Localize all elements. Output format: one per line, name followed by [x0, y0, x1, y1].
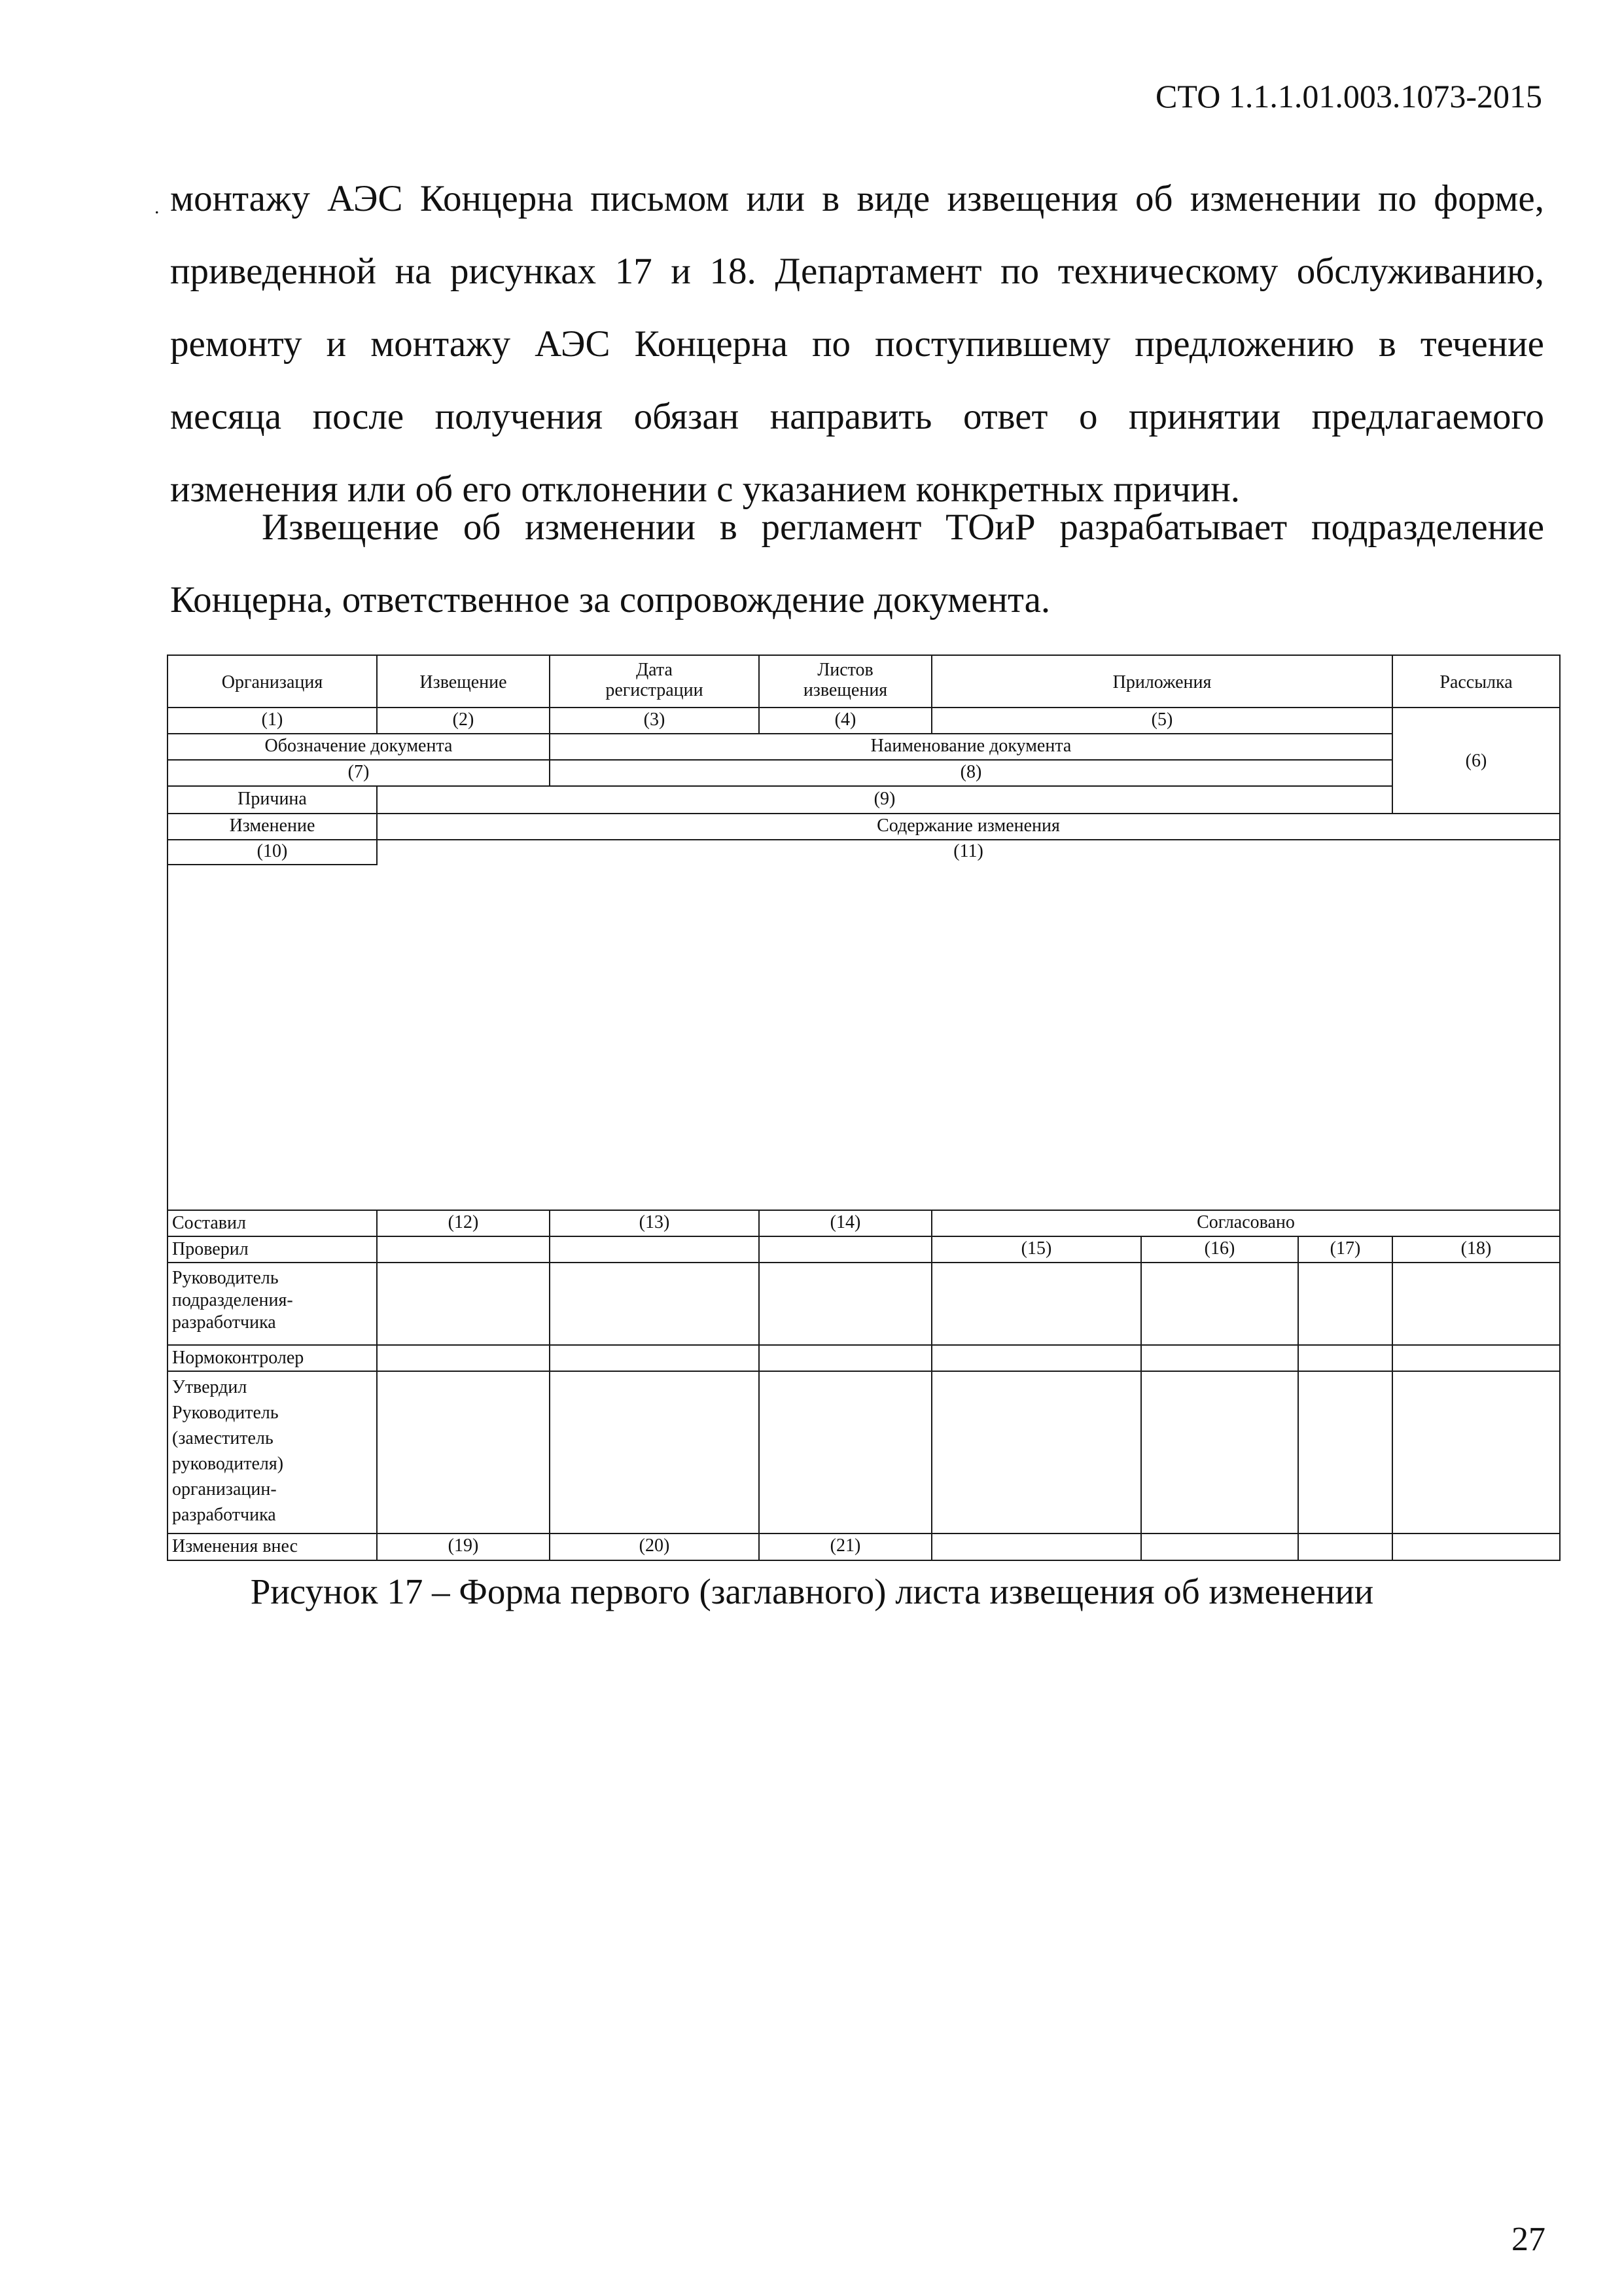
approved-label: Утвердил Руководитель (заместитель руководителя) организацин- разработчика: [172, 1377, 284, 1525]
field-number: (12): [448, 1212, 479, 1232]
cell-blank: [1392, 1262, 1561, 1346]
cell-blank: [1140, 1344, 1299, 1372]
doc-name-label: Наименование документа: [870, 736, 1072, 756]
field-number: (11): [953, 841, 983, 861]
page-number: 27: [1511, 2221, 1545, 2258]
paragraph-line: Извещение об изменении в регламент ТОиР разрабатывает подразделение: [262, 507, 1544, 548]
distribution-label: Рассылка: [1439, 672, 1513, 692]
cell-blank: [549, 1371, 760, 1534]
doc-designation-label: Обозначение документа: [264, 736, 453, 756]
field-number: (2): [452, 709, 474, 730]
cell-blank: [376, 1236, 550, 1263]
change-content-area: [167, 839, 1561, 1211]
paragraph-line: монтажу АЭС Концерна письмом или в виде извещения об изменении по форме,: [170, 178, 1544, 219]
cell-blank: [931, 1262, 1142, 1346]
cell-blank: [1297, 1533, 1393, 1561]
change-label: Изменение: [229, 816, 315, 836]
cell-blank: [758, 1262, 932, 1346]
field-number: (19): [448, 1535, 479, 1556]
compiled-label: Составил: [172, 1213, 246, 1233]
cell-blank: [1140, 1533, 1299, 1561]
paragraph-line: ремонту и монтажу АЭС Концерна по поступившему предложению в течение: [170, 323, 1544, 365]
changes-made-label: Изменения внес: [172, 1536, 298, 1556]
figure-caption: Рисунок 17 – Форма первого (заглавного) листа извещения об изменении: [250, 1571, 1374, 1611]
paragraph-line: месяца после получения обязан направить ответ о принятии предлагаемого: [170, 396, 1544, 437]
attachments-label: Приложения: [1112, 672, 1212, 692]
scan-dot: .: [154, 196, 160, 218]
change-notice-form: [167, 655, 1561, 1561]
cell-blank: [1297, 1262, 1393, 1346]
cell-blank: [549, 1344, 760, 1372]
cell-blank: [376, 1371, 550, 1534]
paragraph-2: [170, 491, 1544, 636]
field-number: (7): [347, 762, 370, 782]
field-number: (16): [1204, 1238, 1235, 1259]
cell-blank: [549, 1236, 760, 1263]
cell-blank: [376, 1262, 550, 1346]
paragraph-line: изменения или об его отклонении с указанием конкретных причин.: [170, 469, 1240, 510]
paragraph-line: приведенной на рисунках 17 и 18. Департамент по техническому обслуживанию,: [170, 251, 1544, 292]
sheets-label: Листов извещения: [803, 660, 888, 700]
paragraph-1: [170, 162, 1544, 526]
cell-blank: [1140, 1262, 1299, 1346]
field-number: (4): [834, 709, 856, 730]
field-number: (9): [874, 789, 896, 809]
cell-blank: [758, 1344, 932, 1372]
cell-blank: [758, 1236, 932, 1263]
change-content-label: Содержание изменения: [877, 816, 1060, 836]
field-number: (5): [1151, 709, 1173, 730]
cell-blank: [376, 1344, 550, 1372]
cell-blank: [931, 1371, 1142, 1534]
cell-blank: [931, 1344, 1142, 1372]
cell-blank: [1392, 1344, 1561, 1372]
field-number: (18): [1460, 1238, 1492, 1259]
checked-label: Проверил: [172, 1239, 249, 1259]
field-number: (15): [1021, 1238, 1052, 1259]
field-number: (14): [830, 1212, 861, 1232]
reason-label: Причина: [238, 789, 307, 809]
cell-blank: [1297, 1344, 1393, 1372]
field-number: (17): [1330, 1238, 1361, 1259]
field-number: (1): [261, 709, 283, 730]
field-number: (6): [1465, 751, 1487, 771]
cell-blank: [1392, 1533, 1561, 1561]
paragraph-line: Концерна, ответственное за сопровождение документа.: [170, 579, 1051, 620]
cell-blank: [1392, 1371, 1561, 1534]
field-number: (20): [639, 1535, 670, 1556]
field-number: (8): [960, 762, 982, 782]
notice-label: Извещение: [419, 672, 507, 692]
organization-label: Организация: [221, 672, 323, 692]
norm-control-label: Нормоконтролер: [172, 1348, 304, 1368]
field-number: (3): [643, 709, 665, 730]
cell-blank: [549, 1262, 760, 1346]
cell-blank: [931, 1533, 1142, 1561]
field-number: (13): [639, 1212, 670, 1232]
cell-blank: [1140, 1371, 1299, 1534]
cell-blank: [1297, 1371, 1393, 1534]
document-code: СТО 1.1.1.01.003.1073-2015: [1156, 78, 1542, 115]
cell-blank: [758, 1371, 932, 1534]
reg-date-label: Дата регистрации: [605, 660, 703, 700]
head-dev-label: Руководитель подразделения- разработчика: [172, 1268, 293, 1333]
agreed-label: Согласовано: [1197, 1212, 1295, 1232]
field-number: (10): [256, 841, 288, 861]
field-number: (21): [830, 1535, 861, 1556]
